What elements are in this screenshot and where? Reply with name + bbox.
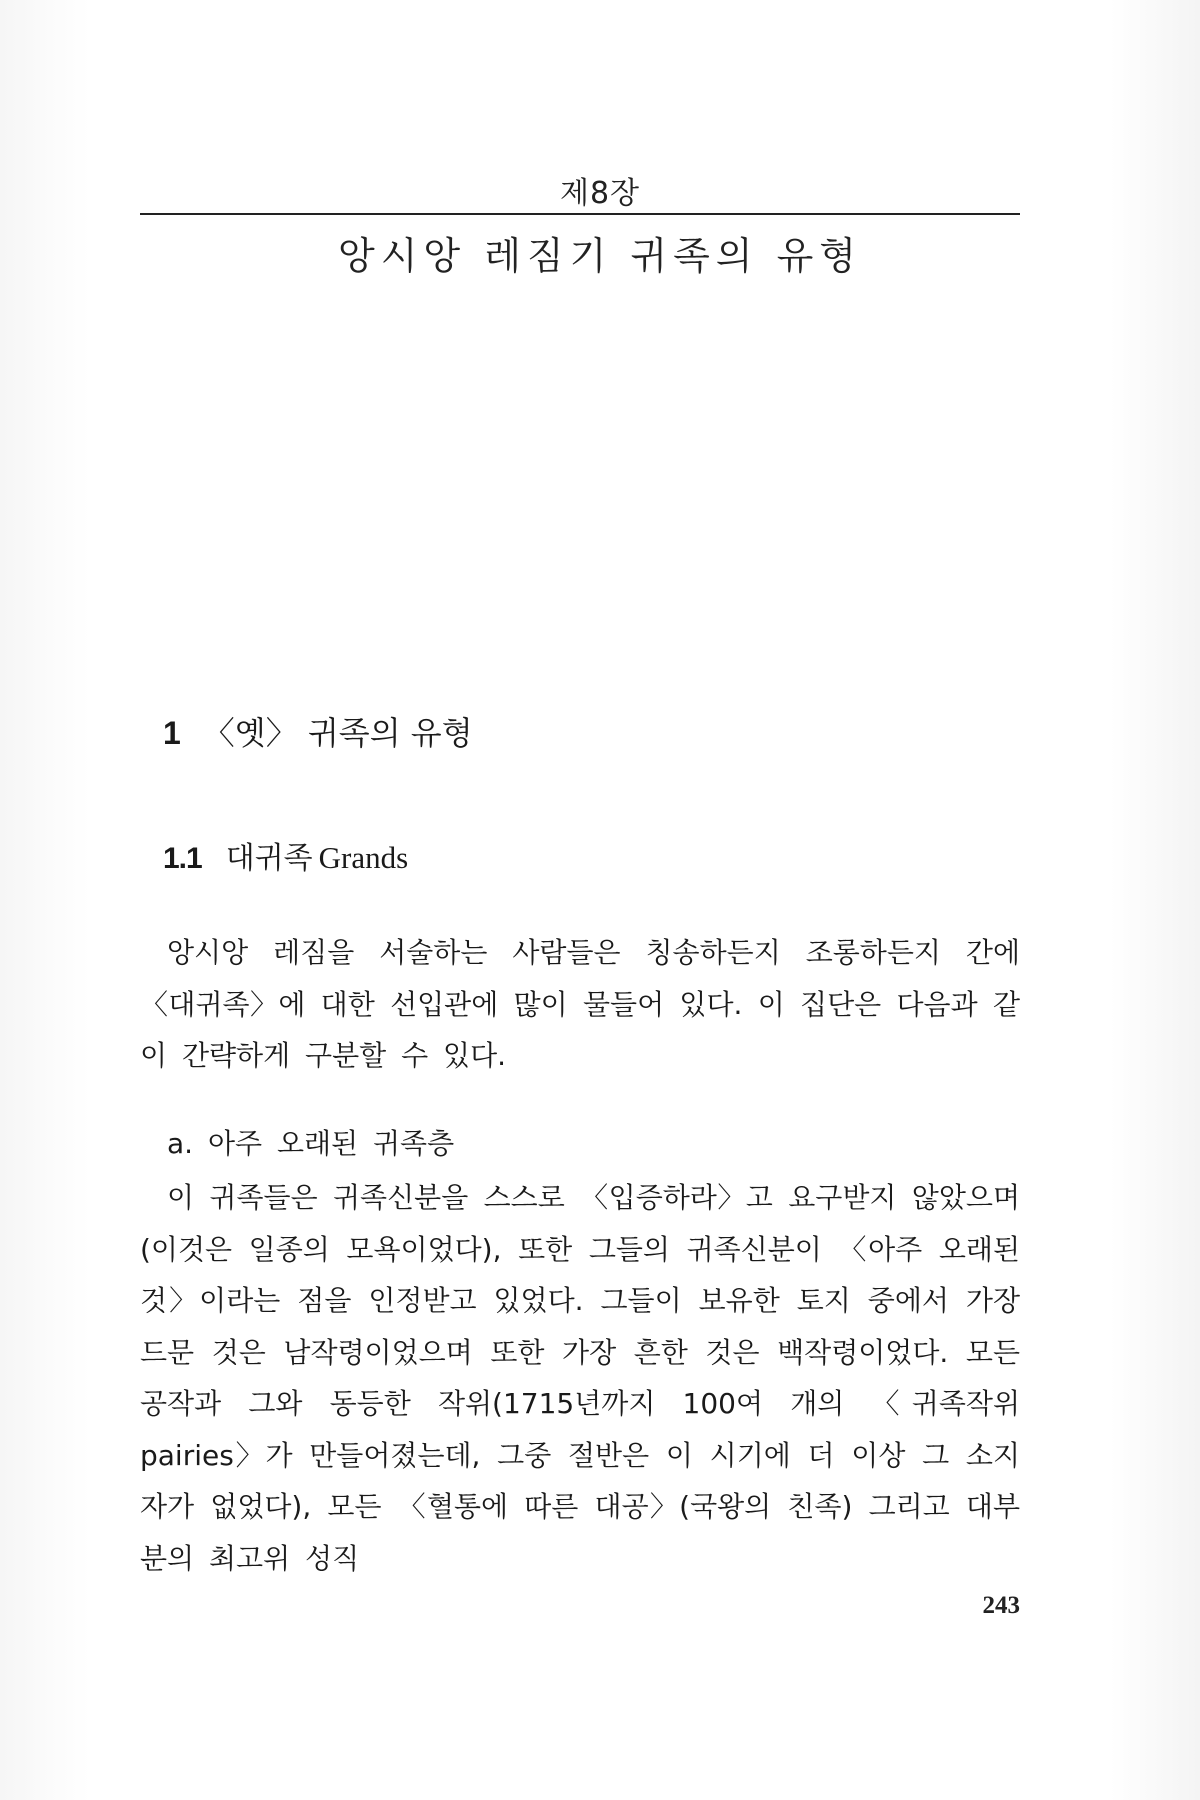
paragraph-text: 앙시앙 레짐을 서술하는 사람들은 칭송하든지 조롱하든지 간에 〈대귀족〉에 대한 선입관에 많이 물들어 있다. 이 집단은 다음과 같이 간략하게 구분할 수 있다. bbox=[140, 936, 1020, 1072]
subsection-heading bbox=[163, 833, 408, 877]
chapter-title: 앙시앙 레짐기 귀족의 유형 bbox=[337, 234, 863, 278]
chapter-rule bbox=[140, 213, 1020, 215]
body-paragraph bbox=[140, 927, 1020, 1082]
chapter-label: 제8장 bbox=[559, 176, 641, 211]
paragraph-text: 이 귀족들은 귀족신분을 스스로 〈입증하라〉고 요구받지 않았으며(이것은 일종의 모욕이었다), 또한 그들의 귀족신분이 〈아주 오래된 것〉이라는 점을 인정받고 있었다. 그들이 보유한 토지 중에서 가장 드문 것은 남작령이었으며 또한 가장 흔한 것은 백작령이었다. 모든 공작과 그와 동등한 작위(1715년까지 100여 개의 〈귀족작위 pairies〉가 만들어졌는데, 그중 절반은 이 시기에 더 이상 그 소지자가 없었다), 모든 〈혈통에 따른 대공〉(국왕의 친족) 그리고 대부분의 최고위 성직 bbox=[140, 1181, 1020, 1575]
body-paragraph bbox=[140, 1172, 1020, 1584]
list-item-label: a. 아주 오래된 귀족층 bbox=[167, 1127, 455, 1160]
section-number: 1 bbox=[163, 715, 181, 751]
section-heading bbox=[163, 708, 473, 754]
subsection-title-english: Grands bbox=[318, 840, 409, 875]
page-number: 243 bbox=[982, 1592, 1020, 1619]
subsection-number: 1.1 bbox=[163, 842, 202, 875]
section-title: 〈옛〉 귀족의 유형 bbox=[202, 714, 473, 752]
subsection-title-korean: 대귀족 bbox=[225, 841, 313, 876]
